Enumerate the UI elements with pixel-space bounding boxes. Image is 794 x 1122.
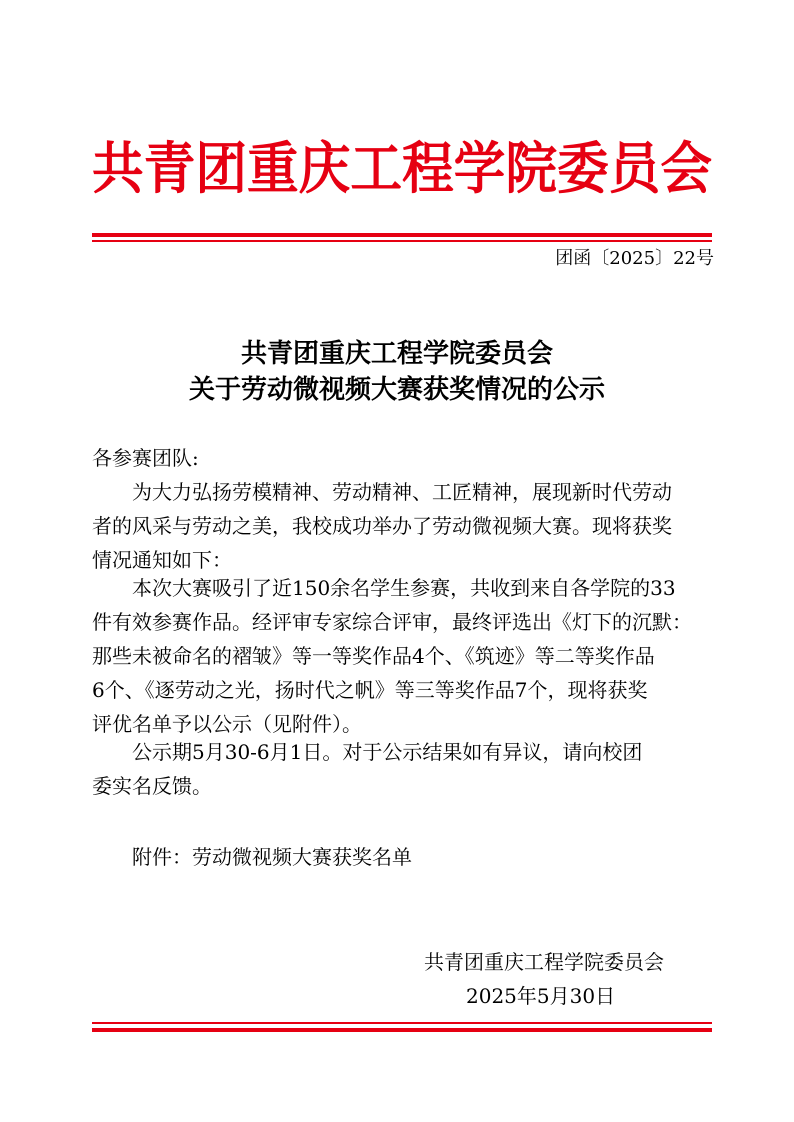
org-masthead: 共青团重庆工程学院委员会 [92, 137, 712, 202]
bottom-red-rule-thick [92, 1028, 712, 1032]
paragraph-line: 件有效参赛作品。经评审专家综合评审，最终评选出《灯下的沉默： [92, 610, 692, 634]
attachment-note: 附件：劳动微视频大赛获奖名单 [132, 845, 412, 869]
paragraph-line: 情况通知如下： [92, 548, 232, 572]
top-red-rule-thick [92, 233, 712, 237]
paragraph-results [92, 571, 712, 741]
paragraph-line: 评优名单予以公示（见附件）。 [92, 712, 362, 736]
paragraph-line: 公示期5月30-6月1日。对于公示结果如有异议，请向校团 [132, 740, 643, 764]
paragraph-line: 本次大赛吸引了近150余名学生参赛，共收到来自各学院的33 [132, 576, 676, 600]
notice-title-line-2: 关于劳动微视频大赛获奖情况的公示 [188, 375, 605, 405]
paragraph-line: 为大力弘扬劳模精神、劳动精神、工匠精神，展现新时代劳动 [132, 480, 672, 504]
bottom-red-rule-thin [92, 1022, 712, 1024]
paragraph-line: 6个、《逐劳动之光，扬时代之帆》等三等奖作品7个，现将获奖 [92, 678, 648, 702]
paragraph-line: 委实名反馈。 [92, 774, 212, 798]
document-number: 团函〔2025〕22号 [555, 248, 714, 269]
signature-organization: 共青团重庆工程学院委员会 [424, 950, 664, 974]
salutation: 各参赛团队: [92, 446, 199, 470]
paragraph-line: 者的风采与劳动之美，我校成功举办了劳动微视频大赛。现将获奖 [92, 514, 672, 538]
paragraph-publicity-period [92, 735, 712, 803]
paragraph-line: 那些未被命名的褶皱》等一等奖作品4个、《筑迹》等二等奖作品 [92, 644, 655, 668]
top-red-rule-thin [92, 240, 712, 242]
paragraph-intro [92, 475, 712, 577]
signature-date: 2025年5月30日 [466, 984, 616, 1008]
notice-title-line-1: 共青团重庆工程学院委员会 [240, 339, 553, 369]
